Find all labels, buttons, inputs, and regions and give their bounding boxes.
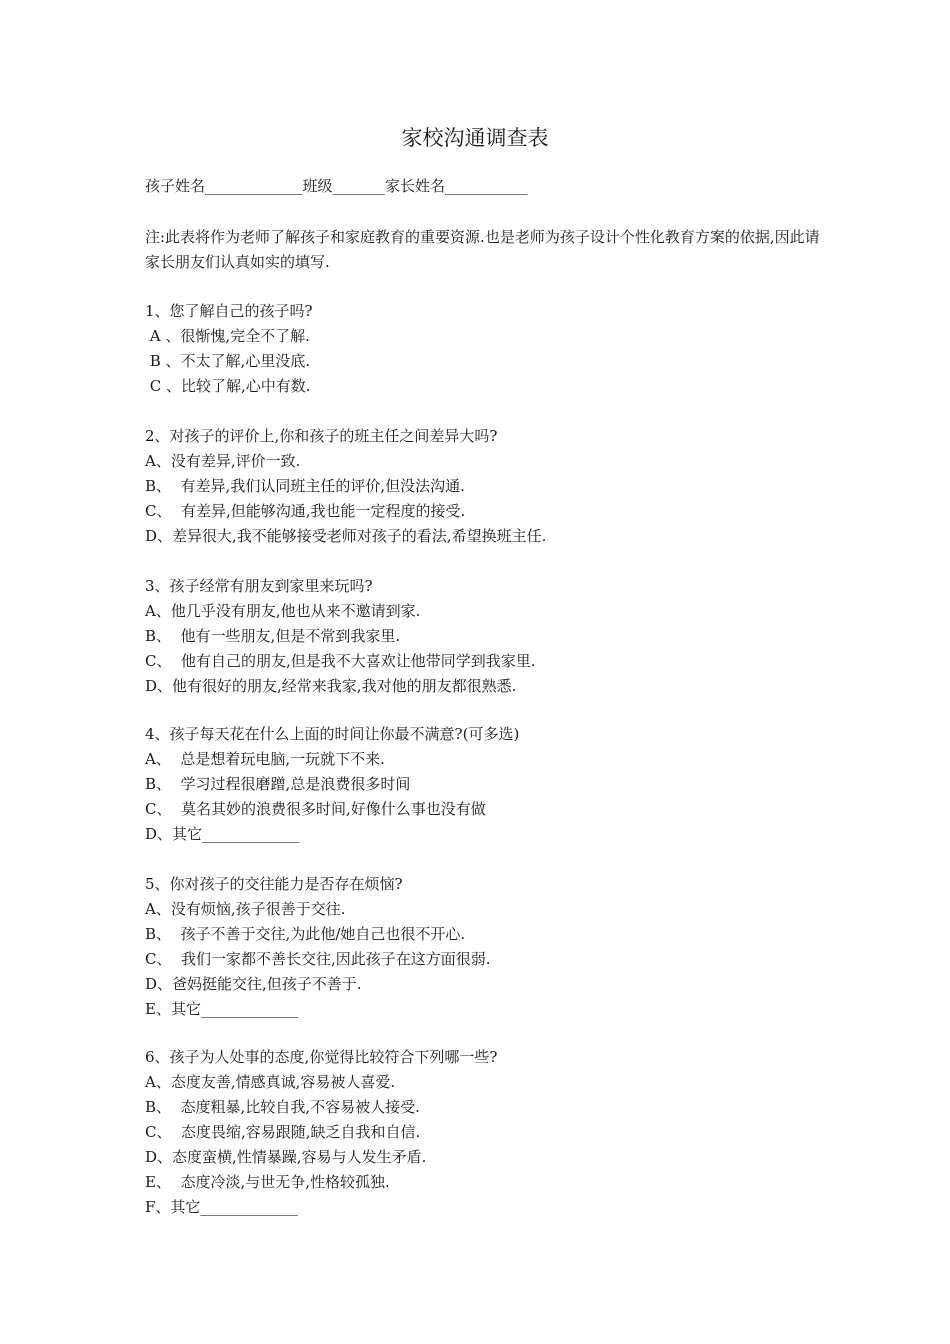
question-1: [145, 299, 845, 399]
question-option: B、 有差异,我们认同班主任的评价,但没法沟通.: [145, 477, 465, 495]
question-option: E、其它_____________: [145, 1000, 299, 1018]
question-option: C 、比较了解,心中有数.: [145, 377, 311, 395]
question-option: E、 态度冷淡,与世无争,性格较孤独.: [145, 1173, 390, 1191]
question-option: B 、不太了解,心里没底.: [145, 352, 311, 370]
question-option: A 、很惭愧,完全不了解.: [145, 327, 310, 345]
question-6: [145, 1045, 845, 1220]
page-title: 家校沟通调查表: [401, 126, 549, 150]
question-option: F、其它_____________: [145, 1198, 298, 1216]
question-2: [145, 424, 845, 549]
question-text: 2、对孩子的评价上,你和孩子的班主任之间差异大吗?: [145, 427, 498, 445]
question-option: D、他有很好的朋友,经常来我家,我对他的朋友都很熟悉.: [145, 677, 517, 695]
question-option: C、 他有自己的朋友,但是我不大喜欢让他带同学到我家里.: [145, 652, 536, 670]
question-5: [145, 872, 845, 1022]
question-option: D、态度蛮横,性情暴躁,容易与人发生矛盾.: [145, 1148, 427, 1166]
question-option: B、 学习过程很磨蹭,总是浪费很多时间: [145, 775, 411, 793]
question-text: 1、您了解自己的孩子吗?: [145, 302, 313, 320]
question-option: D、其它_____________: [145, 825, 300, 843]
question-3: [145, 574, 845, 699]
question-text: 3、孩子经常有朋友到家里来玩吗?: [145, 577, 373, 595]
question-option: B、 他有一些朋友,但是不常到我家里.: [145, 627, 401, 645]
question-option: B、 孩子不善于交往,为此他/她自己也很不开心.: [145, 925, 466, 943]
student-info-line: 孩子姓名_____________班级_______家长姓名___________: [145, 177, 528, 195]
question-text: 5、你对孩子的交往能力是否存在烦恼?: [145, 875, 403, 893]
question-text: 6、孩子为人处事的态度,你觉得比较符合下列哪一些?: [145, 1048, 498, 1066]
question-option: C、 我们一家都不善长交往,因此孩子在这方面很弱.: [145, 950, 491, 968]
question-option: A、他几乎没有朋友,他也从来不邀请到家.: [145, 602, 421, 620]
question-option: A、态度友善,情感真诚,容易被人喜爱.: [145, 1073, 396, 1091]
question-option: D、爸妈挺能交往,但孩子不善于.: [145, 975, 362, 993]
question-option: A、没有烦恼,孩子很善于交往.: [145, 900, 346, 918]
question-option: C、 有差异,但能够沟通,我也能一定程度的接受.: [145, 502, 466, 520]
question-option: B、 态度粗暴,比较自我,不容易被人接受.: [145, 1098, 420, 1116]
question-option: C、 态度畏缩,容易跟随,缺乏自我和自信.: [145, 1123, 421, 1141]
question-text: 4、孩子每天花在什么上面的时间让你最不满意?(可多选): [145, 725, 520, 743]
question-option: A、没有差异,评价一致.: [145, 452, 301, 470]
survey-note: 注:此表将作为老师了解孩子和家庭教育的重要资源.也是老师为孩子设计个性化教育方案的依据,因此请家长朋友们认真如实的填写.: [145, 228, 820, 271]
question-4: [145, 722, 845, 847]
question-option: C、 莫名其妙的浪费很多时间,好像什么事也没有做: [145, 800, 486, 818]
question-option: A、 总是想着玩电脑,一玩就下不来.: [145, 750, 385, 768]
question-option: D、差异很大,我不能够接受老师对孩子的看法,希望换班主任.: [145, 527, 547, 545]
